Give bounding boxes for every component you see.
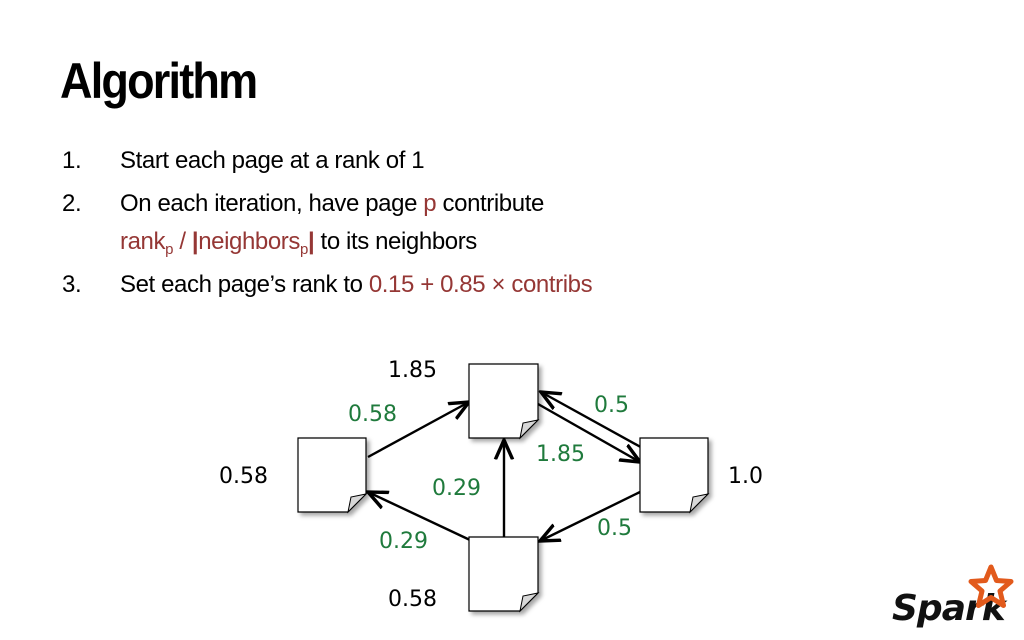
spark-logo <box>892 576 1020 636</box>
page-node-right <box>640 438 708 512</box>
divide-sign: / <box>173 228 192 255</box>
rank-word: rank <box>120 228 166 255</box>
contribution-top-to-right: 1.85 <box>536 442 585 467</box>
rank-update-formula: 0.15 + 0.85 × contribs <box>368 271 593 298</box>
rank-label-right: 1.0 <box>728 464 763 489</box>
step-number: 1. <box>62 147 82 174</box>
step-text-post: contribute <box>436 190 544 217</box>
contribution-bottom-to-top: 0.29 <box>432 476 481 501</box>
page-variable: p <box>423 190 437 217</box>
rank-label-left: 0.58 <box>219 464 268 489</box>
slide-title: Algorithm <box>60 53 257 109</box>
abs-bar-right: | <box>307 228 315 255</box>
page-node-top <box>469 364 538 438</box>
rank-subscript: p <box>165 241 174 258</box>
star-icon <box>968 564 1014 610</box>
contribution-bottom-to-left: 0.29 <box>379 529 428 554</box>
neighbors-word: neighbors <box>198 228 300 255</box>
rank-label-bottom: 0.58 <box>388 587 437 612</box>
contribution-left-to-top: 0.58 <box>348 402 397 427</box>
page-node-bottom <box>469 537 538 611</box>
step-text: Start each page at a rank of 1 <box>120 147 425 174</box>
contribution-right-to-bottom: 0.5 <box>597 516 632 541</box>
step-text-pre: Set each page’s rank to <box>120 271 369 298</box>
step-number: 2. <box>62 190 82 217</box>
contribution-right-to-top: 0.5 <box>594 393 629 418</box>
step-text-pre: On each iteration, have page <box>120 190 424 217</box>
page-node-left <box>298 438 366 512</box>
abs-bar-left: | <box>191 228 199 255</box>
step-number: 3. <box>62 271 82 298</box>
rank-label-top: 1.85 <box>388 358 437 383</box>
logo-text: Spark <box>892 588 1005 629</box>
step-text-tail: to its neighbors <box>314 228 477 255</box>
neighbors-subscript: p <box>300 241 308 258</box>
